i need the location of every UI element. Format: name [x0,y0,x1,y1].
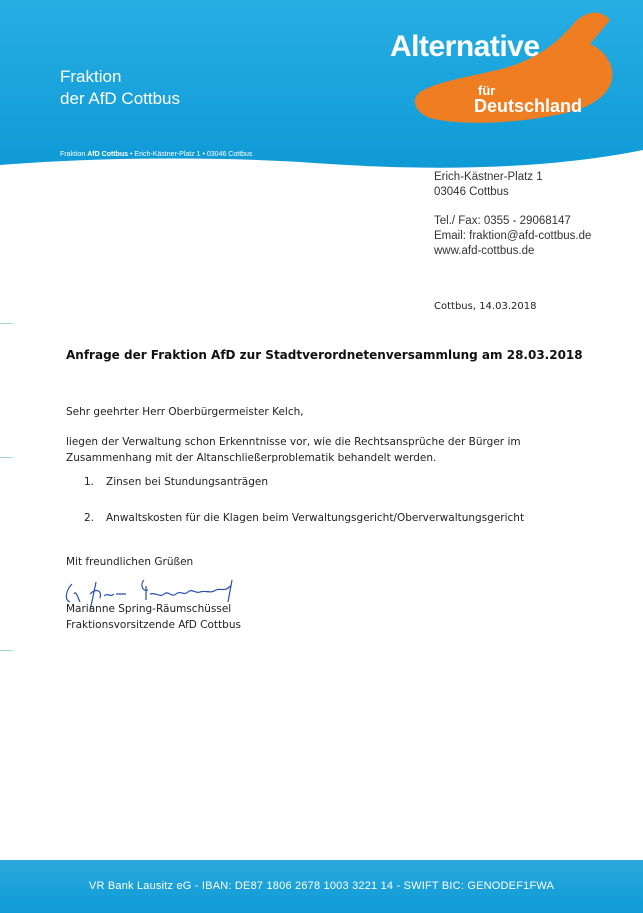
fraktion-title: Fraktion der AfD Cottbus [60,67,181,108]
logo-alternative: Alternative [390,30,540,63]
footer-bar [0,860,643,913]
contact-email: Email: fraktion@afd-cottbus.de [434,230,592,242]
letter-body: liegen der Verwaltung schon Erkenntnisse vor, wie die Rechtsansprüche der Bürger im Zusammenhang mit der Altanschließerproblematik behandelt werden. [66,436,521,464]
letter-date: Cottbus, 14.03.2018 [434,301,537,312]
logo-fuer: für [478,83,496,98]
margin-mark [0,650,12,651]
salutation: Sehr geehrter Herr Oberbürgermeister Kelch, [66,406,304,418]
contact-web: www.afd-cottbus.de [434,245,535,257]
contact-street: Erich-Kästner-Platz 1 [434,171,543,183]
margin-mark [0,323,12,324]
signer-name: Marianne Spring-Räumschüssel [66,603,232,615]
footer-bank-details: VR Bank Lausitz eG - IBAN: DE87 1806 2678 1003 3221 14 - SWIFT BIC: GENODEF1FWA [88,880,555,892]
margin-mark [0,457,12,458]
letterhead [0,0,643,175]
logo-deutschland: Deutschland [474,96,583,116]
list-item: 1. Zinsen bei Stundungsanträgen [84,476,269,488]
signer-block [66,601,241,633]
contact-phone: Tel./ Fax: 0355 - 29068147 [434,215,571,227]
sender-address-line: Fraktion AfD Cottbus • Erich-Kästner-Platz 1 • 03046 Cottbus [60,151,253,158]
letter-subject: Anfrage der Fraktion AfD zur Stadtverordnetenversammlung am 28.03.2018 [66,348,583,362]
contact-city: 03046 Cottbus [434,186,509,198]
signer-title: Fraktionsvorsitzende AfD Cottbus [66,619,241,631]
list-item: 2. Anwaltskosten für die Klagen beim Verwaltungsgericht/Oberverwaltungsgericht [84,512,525,524]
closing: Mit freundlichen Grüßen [66,556,194,568]
contact-block [434,170,591,259]
